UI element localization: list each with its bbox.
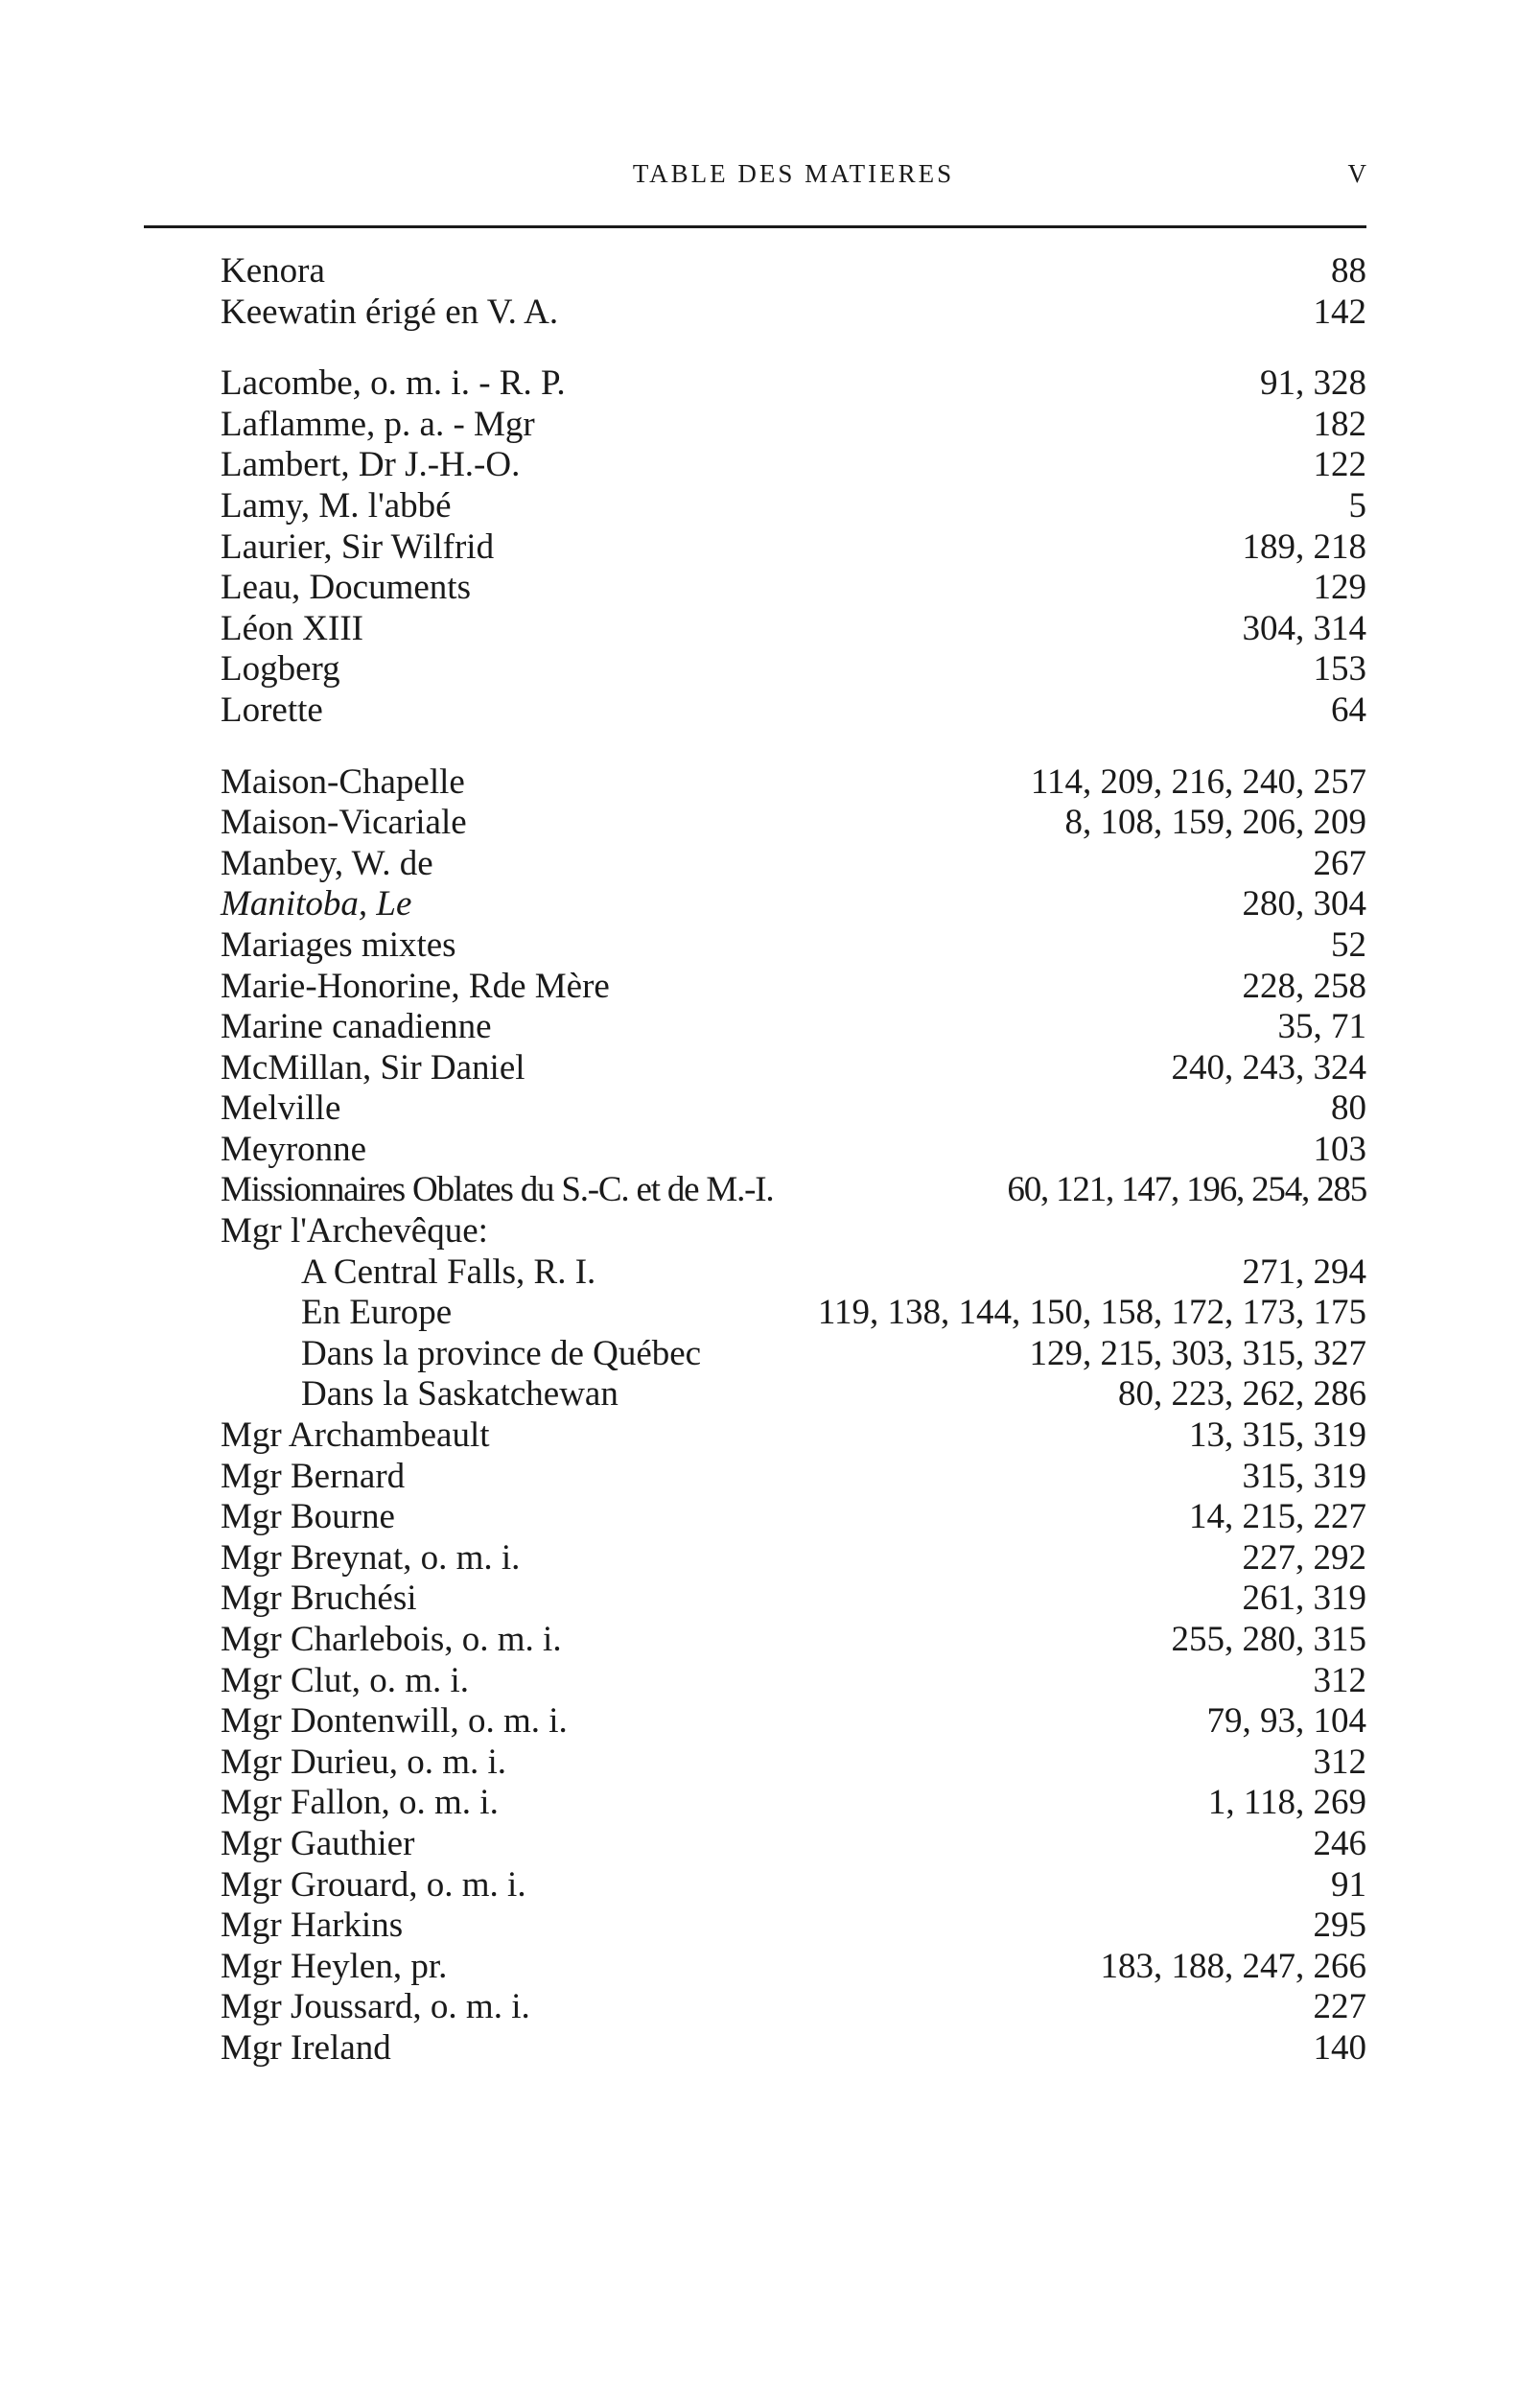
entry-pages: 295 <box>1313 1906 1366 1946</box>
index-group-k <box>221 251 1366 333</box>
index-entry <box>221 1906 1366 1947</box>
index-entry <box>221 1457 1366 1498</box>
entry-pages: 14, 215, 227 <box>1189 1497 1366 1537</box>
entry-pages: 304, 314 <box>1242 608 1366 648</box>
entry-pages: 271, 294 <box>1242 1251 1366 1292</box>
entry-label: Lamy, M. l'abbé <box>221 485 452 526</box>
index-entry <box>221 251 1366 292</box>
entry-label: Manitoba, Le <box>221 884 412 924</box>
entry-label: Maison-Chapelle <box>221 761 465 802</box>
header-rule <box>144 225 1366 228</box>
entry-label: Melville <box>221 1088 341 1129</box>
entry-label: Léon XIII <box>221 608 363 648</box>
entry-pages: 315, 319 <box>1242 1456 1366 1496</box>
entry-label: Meyronne <box>221 1129 367 1169</box>
index-entry <box>221 803 1366 844</box>
entry-pages: 183, 188, 247, 266 <box>1100 1946 1366 1986</box>
index-group-m <box>221 762 1366 2070</box>
entry-pages: 91, 328 <box>1260 363 1366 404</box>
entry-pages: 1, 118, 269 <box>1207 1783 1366 1823</box>
entry-label: Laurier, Sir Wilfrid <box>221 526 495 567</box>
entry-label: Mgr Bruchési <box>221 1579 417 1619</box>
entry-pages: 119, 138, 144, 150, 158, 172, 173, 175 <box>817 1293 1366 1333</box>
index-entry <box>221 925 1366 967</box>
index-entry <box>221 1211 1366 1252</box>
index-entry <box>221 1579 1366 1620</box>
index-entry <box>221 1661 1366 1702</box>
entry-pages: 5 <box>1348 485 1366 526</box>
index-entry <box>221 1007 1366 1048</box>
entry-pages: 8, 108, 159, 206, 209 <box>1064 803 1366 843</box>
entry-label: Mgr l'Archevêque: <box>221 1211 488 1251</box>
index-entry <box>221 292 1366 334</box>
index-entry <box>221 527 1366 569</box>
entry-label: Maison-Vicariale <box>221 803 467 843</box>
entry-pages: 246 <box>1313 1823 1366 1863</box>
index-subentry <box>221 1293 1366 1334</box>
running-header <box>221 159 1366 198</box>
entry-label: Lambert, Dr J.-H.-O. <box>221 445 521 485</box>
entry-label: Mgr Fallon, o. m. i. <box>221 1783 499 1823</box>
entry-label: Kenora <box>221 251 325 291</box>
entry-pages: 80 <box>1331 1088 1366 1129</box>
entry-pages: 312 <box>1313 1742 1366 1782</box>
entry-pages: 91 <box>1331 1864 1366 1905</box>
index-entry <box>221 649 1366 690</box>
entry-pages: 312 <box>1313 1660 1366 1700</box>
entry-pages: 228, 258 <box>1242 966 1366 1006</box>
index-subentry <box>221 1334 1366 1375</box>
entry-label: Leau, Documents <box>221 568 471 608</box>
entry-label: Mgr Breynat, o. m. i. <box>221 1537 521 1578</box>
index-entry <box>221 1620 1366 1661</box>
entry-pages: 114, 209, 216, 240, 257 <box>1030 761 1366 802</box>
entry-label: Dans la province de Québec <box>301 1333 702 1373</box>
entry-label: Mgr Dontenwill, o. m. i. <box>221 1701 568 1742</box>
index-entry <box>221 1170 1366 1211</box>
entry-pages: 240, 243, 324 <box>1171 1047 1366 1088</box>
index-entry <box>221 405 1366 446</box>
index-entry <box>221 1088 1366 1130</box>
entry-label: McMillan, Sir Daniel <box>221 1047 525 1088</box>
entry-pages: 227 <box>1313 1987 1366 2027</box>
entry-pages: 153 <box>1313 649 1366 690</box>
entry-label: A Central Falls, R. I. <box>301 1251 596 1292</box>
entry-label: Mgr Durieu, o. m. i. <box>221 1742 507 1782</box>
entry-pages: 280, 304 <box>1242 884 1366 924</box>
page-title: TABLE DES MATIERES <box>632 159 955 188</box>
entry-label: Mgr Archambeault <box>221 1415 490 1456</box>
entry-label: Mgr Bernard <box>221 1456 406 1496</box>
index-entry <box>221 609 1366 650</box>
index-entry <box>221 1865 1366 1906</box>
entry-pages: 88 <box>1331 251 1366 291</box>
entry-label: En Europe <box>301 1293 453 1333</box>
entry-label: Mgr Clut, o. m. i. <box>221 1660 470 1700</box>
index-entry <box>221 1538 1366 1579</box>
entry-pages: 80, 223, 262, 286 <box>1118 1374 1366 1415</box>
entry-label: Dans la Saskatchewan <box>301 1374 618 1415</box>
index-entry <box>221 486 1366 527</box>
entry-label: Mgr Bourne <box>221 1497 395 1537</box>
index-group-l <box>221 363 1366 731</box>
entry-label: Mgr Joussard, o. m. i. <box>221 1987 530 2027</box>
entry-pages: 255, 280, 315 <box>1171 1620 1366 1659</box>
entry-pages: 142 <box>1313 292 1366 332</box>
entry-label: Manbey, W. de <box>221 843 433 883</box>
page-number: V <box>1347 159 1366 188</box>
entry-pages: 261, 319 <box>1242 1579 1366 1619</box>
index-entry <box>221 1783 1366 1824</box>
entry-pages: 182 <box>1313 404 1366 444</box>
entry-label: Mariages mixtes <box>221 924 456 965</box>
entry-label: Mgr Heylen, pr. <box>221 1946 448 1986</box>
index-entry <box>221 1947 1366 1988</box>
entry-pages: 35, 71 <box>1277 1007 1366 1047</box>
index-entry <box>221 568 1366 609</box>
entry-pages: 13, 315, 319 <box>1189 1415 1366 1456</box>
index-entry <box>221 690 1366 732</box>
index-entry <box>221 1048 1366 1089</box>
index-entry <box>221 1701 1366 1743</box>
entry-pages: 79, 93, 104 <box>1206 1701 1366 1742</box>
entry-label: Keewatin érigé en V. A. <box>221 292 559 332</box>
index-subentry <box>221 1252 1366 1294</box>
index-entry <box>221 844 1366 885</box>
entry-pages: 189, 218 <box>1242 526 1366 567</box>
entry-label: Mgr Harkins <box>221 1906 404 1946</box>
entry-pages: 140 <box>1313 2027 1366 2068</box>
index-entry <box>221 762 1366 804</box>
entry-label: Lorette <box>221 690 323 730</box>
entry-label: Laflamme, p. a. - Mgr <box>221 404 535 444</box>
index-subentry <box>221 1374 1366 1415</box>
index-entry <box>221 1987 1366 2028</box>
index-entry <box>221 1743 1366 1784</box>
index-list <box>221 251 1366 2100</box>
index-entry <box>221 363 1366 405</box>
index-entry <box>221 1130 1366 1171</box>
index-entry <box>221 1497 1366 1538</box>
entry-label: Mgr Ireland <box>221 2027 391 2068</box>
entry-pages: 64 <box>1331 690 1366 730</box>
index-entry <box>221 967 1366 1008</box>
index-entry <box>221 1824 1366 1865</box>
index-entry <box>221 884 1366 925</box>
entry-pages: 122 <box>1313 445 1366 485</box>
entry-label: Mgr Gauthier <box>221 1823 415 1863</box>
index-entry <box>221 445 1366 486</box>
entry-pages: 129, 215, 303, 315, 327 <box>1029 1333 1366 1373</box>
entry-pages: 52 <box>1331 924 1366 965</box>
entry-pages: 103 <box>1313 1129 1366 1169</box>
entry-pages: 129 <box>1313 568 1366 608</box>
entry-label: Logberg <box>221 649 340 690</box>
entry-label: Mgr Grouard, o. m. i. <box>221 1864 526 1905</box>
index-entry <box>221 1415 1366 1457</box>
entry-label: Missionnaires Oblates du S.-C. et de M.-I. <box>221 1170 774 1210</box>
entry-label: Marie-Honorine, Rde Mère <box>221 966 610 1006</box>
entry-pages: 227, 292 <box>1242 1537 1366 1578</box>
index-entry <box>221 2028 1366 2070</box>
entry-pages: 60, 121, 147, 196, 254, 285 <box>1007 1170 1366 1210</box>
entry-pages: 267 <box>1313 843 1366 883</box>
entry-label: Marine canadienne <box>221 1007 492 1047</box>
entry-label: Lacombe, o. m. i. - R. P. <box>221 363 566 404</box>
entry-label: Mgr Charlebois, o. m. i. <box>221 1620 562 1659</box>
